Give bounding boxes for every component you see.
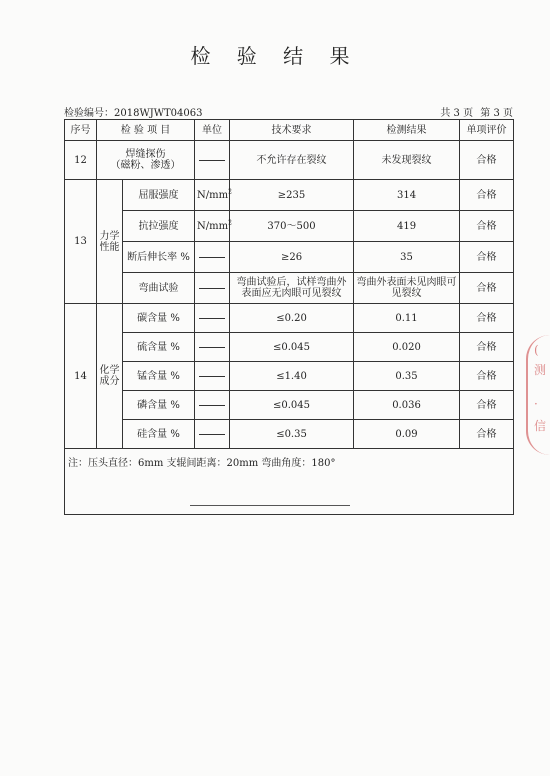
row-requirement: ≤0.20 [230,304,354,333]
row-requirement: 不允许存在裂纹 [230,141,354,180]
row-item: 屈服强度 [123,180,195,211]
table-row [65,273,514,304]
header-no: 序号 [65,120,97,141]
current-page: 第 3 页 [480,108,513,119]
table-row [65,362,514,391]
row-eval: 合格 [460,273,514,304]
row-no: 12 [65,141,97,180]
header-item: 检 验 项 目 [97,120,195,141]
note-row [65,449,514,478]
unit-text: N/mm [197,189,229,201]
dash [199,376,225,377]
unit-sup: 2 [228,219,232,227]
row-item: 抗拉强度 [123,211,195,242]
row-result: 弯曲外表面未见肉眼可见裂纹 [354,273,460,304]
row-result: 35 [354,242,460,273]
row-unit [195,391,230,420]
red-seal-stamp [526,335,550,455]
table-row [65,420,514,449]
dash [199,160,225,161]
row-unit [195,333,230,362]
row-eval: 合格 [460,420,514,449]
row-no: 14 [65,304,97,449]
row-unit [195,420,230,449]
stamp-char: · [534,397,538,411]
row-eval: 合格 [460,242,514,273]
blank-row [65,477,514,515]
item-line: （磁粉、渗透） [110,160,181,171]
row-result: 419 [354,211,460,242]
row-unit [195,362,230,391]
row-requirement: 370～500 [230,211,354,242]
row-item: 弯曲试验 [123,273,195,304]
row-unit [195,273,230,304]
row-item: 碳含量 % [123,304,195,333]
row-result: 0.35 [354,362,460,391]
results-table [64,119,514,515]
row-result: 0.036 [354,391,460,420]
category-label: 化学成分 [97,304,123,449]
dash [199,405,225,406]
table-row [65,180,514,211]
page-info [436,104,513,119]
row-eval: 合格 [460,362,514,391]
row-requirement: ≤0.045 [230,333,354,362]
table-row [65,391,514,420]
unit-sup: 2 [228,188,232,196]
table-row [65,141,514,180]
item-line: 焊缝探伤 [125,149,166,160]
table-row [65,242,514,273]
row-no: 13 [65,180,97,304]
row-result: 0.020 [354,333,460,362]
row-item: 磷含量 % [123,391,195,420]
row-item: 断后伸长率 % [123,242,195,273]
unit-text: N/mm [197,220,229,232]
row-result: 314 [354,180,460,211]
row-unit [195,304,230,333]
row-requirement: ≤1.40 [230,362,354,391]
header-unit: 单位 [195,120,230,141]
header-requirement: 技术要求 [230,120,354,141]
row-requirement: ≤0.35 [230,420,354,449]
row-eval: 合格 [460,180,514,211]
row-item [97,141,195,180]
row-item: 硫含量 % [123,333,195,362]
header-result: 检测结果 [354,120,460,141]
stamp-char: ( [534,343,539,357]
row-result: 0.09 [354,420,460,449]
row-requirement: ≥235 [230,180,354,211]
dash [199,434,225,435]
row-eval: 合格 [460,141,514,180]
category-label: 力学性能 [97,180,123,304]
dash [199,257,225,258]
end-line [190,505,350,506]
stamp-char: 信 [534,419,547,433]
row-result: 0.11 [354,304,460,333]
blank-cell [65,477,514,515]
row-requirement: 弯曲试验后，试样弯曲外表面应无肉眼可见裂纹 [230,273,354,304]
table-row [65,333,514,362]
stamp-char: 测 [534,363,547,377]
row-result: 未发现裂纹 [354,141,460,180]
row-eval: 合格 [460,333,514,362]
row-eval: 合格 [460,304,514,333]
table-row [65,304,514,333]
row-requirement: ≤0.045 [230,391,354,420]
row-eval: 合格 [460,211,514,242]
dash [199,318,225,319]
table-header-row [65,120,514,141]
row-unit [195,242,230,273]
row-unit [195,141,230,180]
row-unit [195,211,230,242]
row-unit [195,180,230,211]
page-title: 检 验 结 果 [190,44,360,68]
dash [199,288,225,289]
row-item: 硅含量 % [123,420,195,449]
dash [199,347,225,348]
report-meta [64,104,513,119]
table-row [65,211,514,242]
report-number: 检验编号：2018WJWT04063 [64,108,203,119]
row-requirement: ≥26 [230,242,354,273]
header-eval: 单项评价 [460,120,514,141]
row-item: 锰含量 % [123,362,195,391]
test-note: 注：压头直径：6mm 支辊间距离：20mm 弯曲角度：180° [65,449,514,478]
row-eval: 合格 [460,391,514,420]
total-pages: 共 3 页 [440,108,474,119]
